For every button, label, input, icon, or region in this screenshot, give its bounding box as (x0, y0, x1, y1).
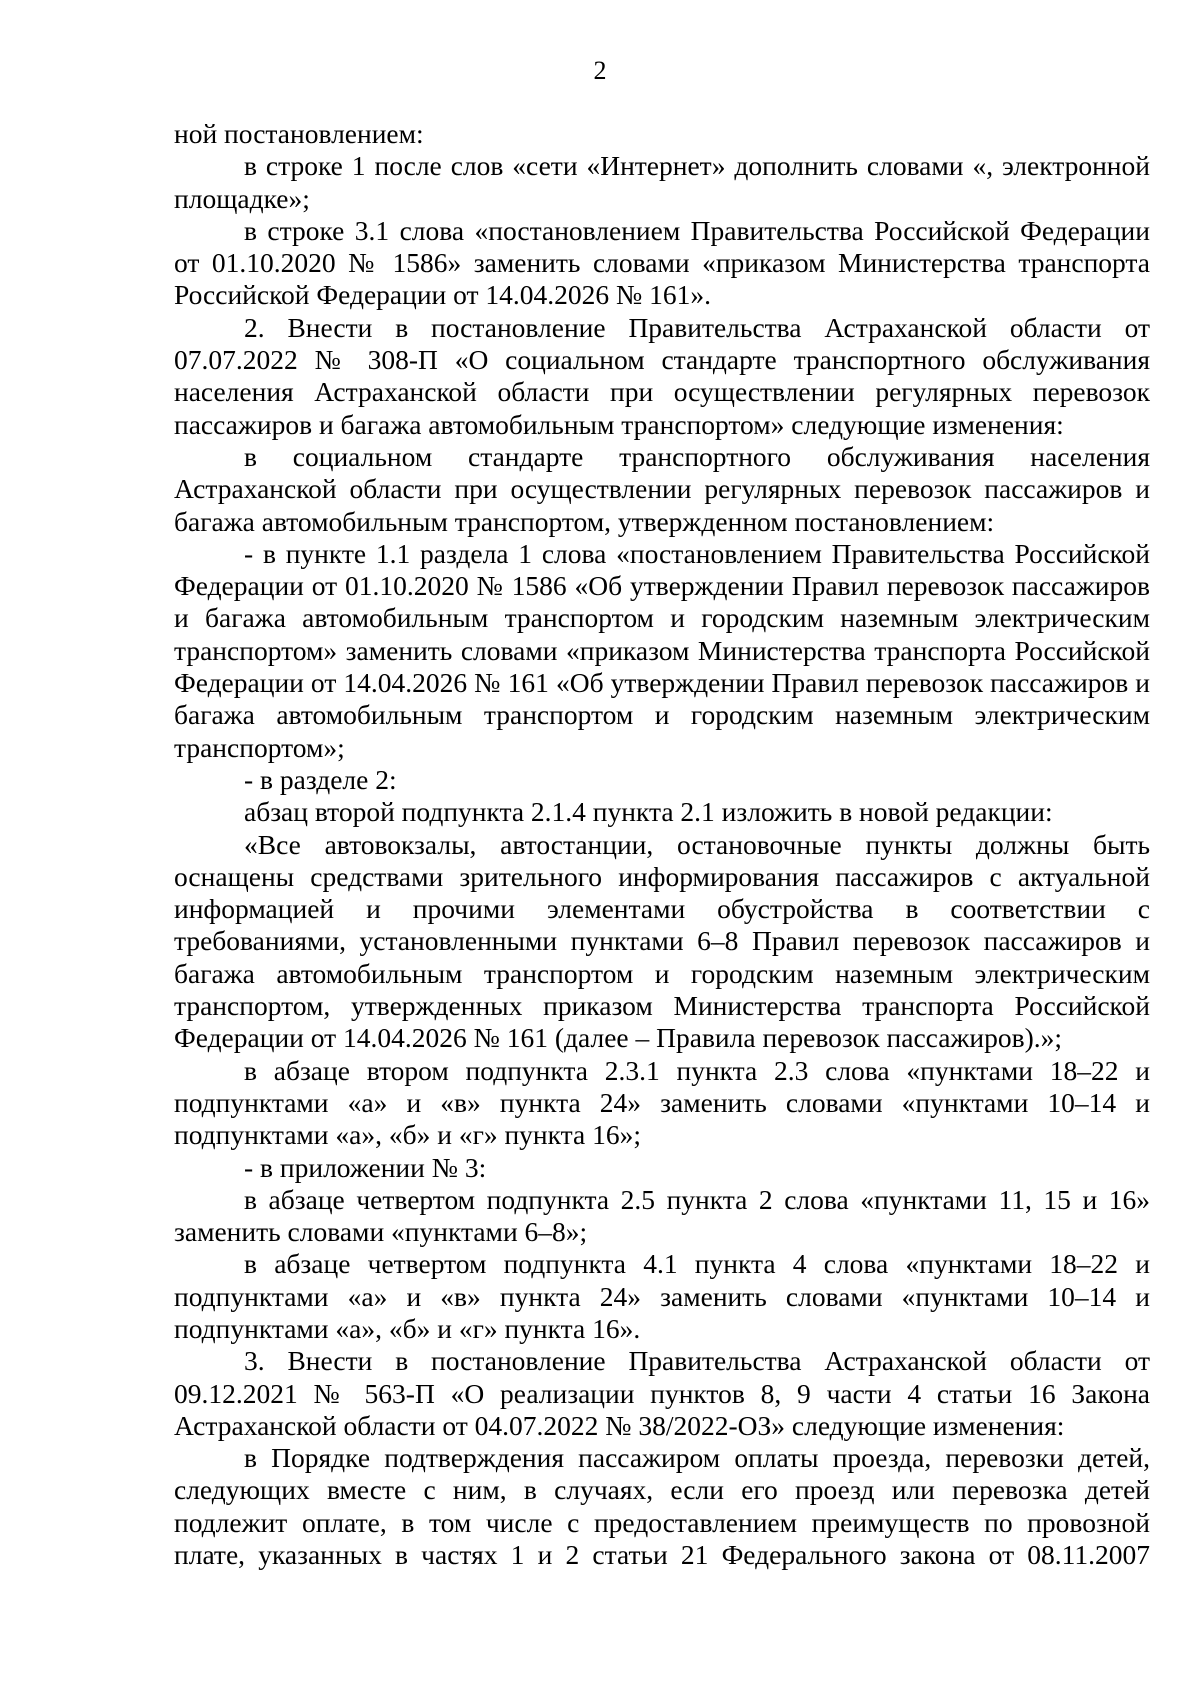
paragraph-6: - в пункте 1.1 раздела 1 слова «постановлением Правительства Российской Федерации от 01.10.2020 № 1586 «Об утверждении Правил перевозок пассажиров и багажа автомобильным транспортом и городским наземным электрическим транспортом» заменить словами «приказом Министерства транспорта Российской Федерации от 14.04.2026 № 161 «Об утверждении Правил перевозок пассажиров и багажа автомобильным транспортом и городским наземным электрическим транспортом»; (174, 537, 1150, 763)
document-body (174, 118, 1150, 1571)
paragraph-9: «Все автовокзалы, автостанции, остановочные пункты должны быть оснащены средствами зрительного информирования пассажиров с актуальной информацией и прочими элементами обустройства в соответствии с требованиями, установленными пунктами 6–8 Правил перевозок пассажиров и багажа автомобильным транспортом и городским наземным электрическим транспортом, утвержденных приказом Министерства транспорта Российской Федерации от 14.04.2026 № 161 (далее – Правила перевозок пассажиров).»; (174, 828, 1150, 1054)
paragraph-1: ной постановлением: (174, 118, 424, 149)
paragraph-3: в строке 3.1 слова «постановлением Правительства Российской Федерации от 01.10.2020 № 1586» заменить словами «приказом Министерства транспорта Российской Федерации от 14.04.2026 № 161». (174, 214, 1150, 311)
paragraph-7: - в разделе 2: (244, 763, 397, 795)
page-number: 2 (593, 56, 607, 85)
paragraph-2: в строке 1 после слов «сети «Интернет» дополнить словами «, электронной площадке»; (174, 150, 1150, 214)
paragraph-11: - в приложении № 3: (244, 1151, 487, 1183)
paragraph-13: в абзаце четвертом подпункта 4.1 пункта 4 слова «пунктами 18–22 и подпунктами «а» и «в» пункта 24» заменить словами «пунктами 10–14 и подпунктами «а», «б» и «г» пункта 16». (174, 1248, 1150, 1344)
paragraph-15: в Порядке подтверждения пассажиром оплаты проезда, перевозки детей, следующих вместе с ним, в случаях, если его проезд или перевозка детей подлежит оплате, в том числе с предоставлением преимуществ по провозной плате, указанных в частях 1 и 2 статьи 21 Федерального закона от 08.11.2007 (174, 1442, 1150, 1571)
paragraph-12: в абзаце четвертом подпункта 2.5 пункта 2 слова «пунктами 11, 15 и 16» заменить словами «пунктами 6–8»; (174, 1183, 1150, 1248)
paragraph-10: в абзаце втором подпункта 2.3.1 пункта 2.3 слова «пунктами 18–22 и подпунктами «а» и «в» пункта 24» заменить словами «пунктами 10–14 и подпунктами «а», «б» и «г» пункта 16»; (174, 1054, 1150, 1151)
paragraph-4: 2. Внести в постановление Правительства Астраханской области от 07.07.2022 № 308-П «О социальном стандарте транспортного обслуживания населения Астраханской области при осуществлении регулярных перевозок пассажиров и багажа автомобильным транспортом» следующие изменения: (174, 311, 1150, 440)
paragraph-8: абзац второй подпункта 2.1.4 пункта 2.1 изложить в новой редакции: (244, 796, 1053, 828)
paragraph-14: 3. Внести в постановление Правительства Астраханской области от 09.12.2021 № 563-П «О реализации пунктов 8, 9 части 4 статьи 16 Закона Астраханской области от 04.07.2022 № 38/2022-ОЗ» следующие изменения: (174, 1345, 1150, 1441)
paragraph-5: в социальном стандарте транспортного обслуживания населения Астраханской области при осуществлении регулярных перевозок пассажиров и багажа автомобильным транспортом, утвержденном постановлением: (174, 440, 1150, 537)
